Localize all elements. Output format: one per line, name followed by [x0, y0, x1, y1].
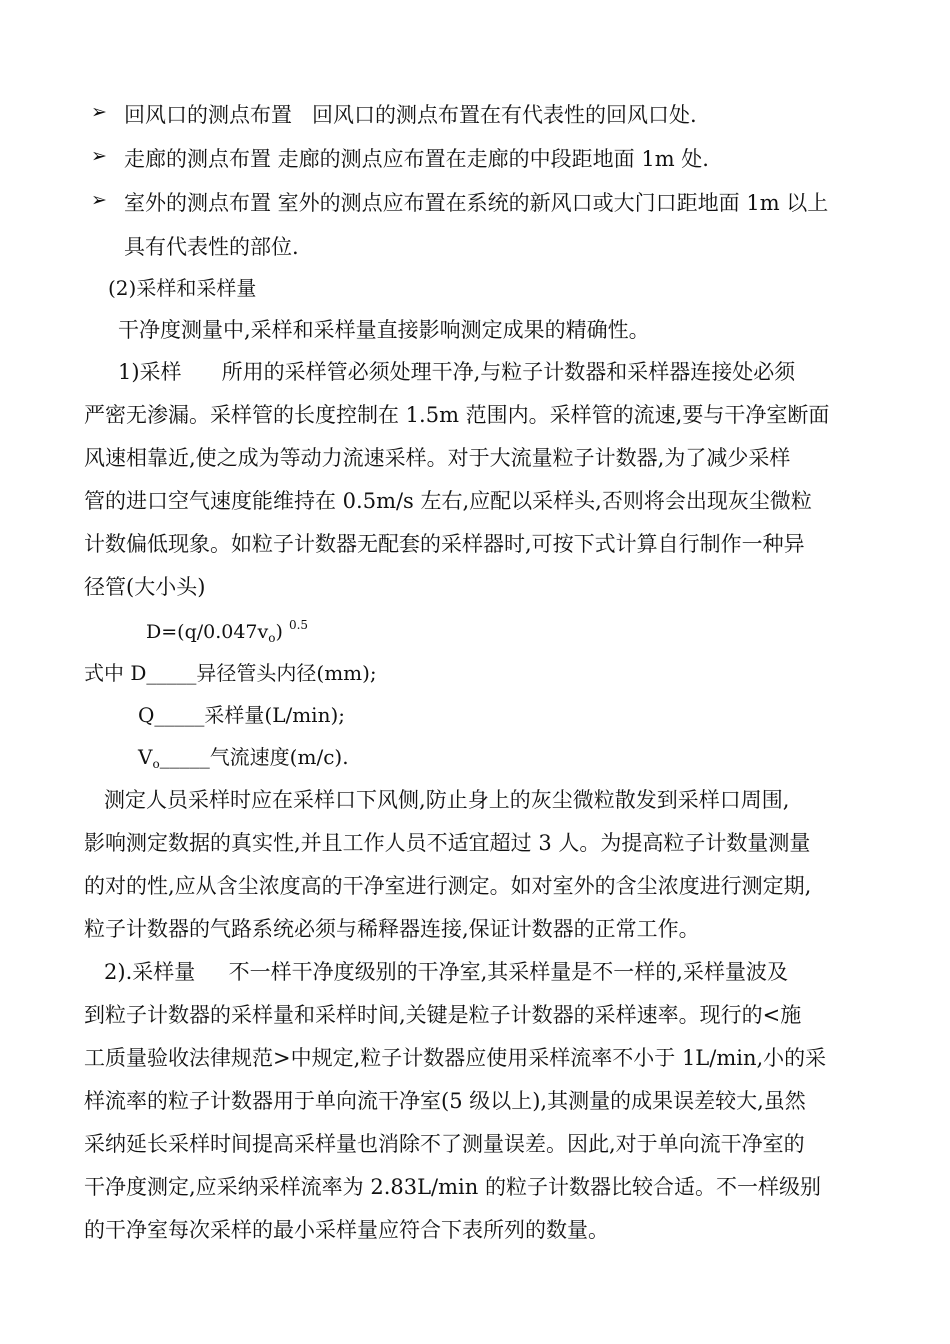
formula-main: D=(q/0.047v [146, 621, 269, 643]
definition-q: Q_____采样量(L/min); [138, 703, 346, 727]
paragraph-line: 风速相靠近,使之成为等动力流速采样。对于大流量粒子计数器,为了减少采样 [84, 446, 791, 470]
bullet-text: 室外的测点布置 室外的测点应布置在系统的新风口或大门口距地面 1m 以上 [124, 191, 829, 215]
paragraph-line: 计数偏低现象。如粒子计数器无配套的采样器时,可按下式计算自行制作一种异 [84, 532, 805, 556]
paragraph-line: 干净度测定,应采纳采样流率为 2.83L/min 的粒子计数器比较合适。不一样级别 [84, 1175, 821, 1199]
paragraph-line: 样流率的粒子计数器用于单向流干净室(5 级以上),其测量的成果误差较大,虽然 [84, 1089, 806, 1113]
paragraph-line: 工质量验收法律规范>中规定,粒子计数器应使用采样流率不小于 1L/min,小的采 [84, 1046, 827, 1070]
definition-v-symbol: V [138, 745, 153, 769]
formula [146, 618, 308, 648]
bullet-text: 回风口的测点布置 回风口的测点布置在有代表性的回风口处. [124, 103, 697, 127]
paragraph-line: 2).采样量 不一样干净度级别的干净室,其采样量是不一样的,采样量波及 [84, 960, 788, 984]
formula-subscript: o [268, 631, 276, 645]
paragraph-line: 的干净室每次采样的最小采样量应符合下表所列的数量。 [84, 1218, 609, 1242]
arrow-bullet-icon: ➢ [91, 189, 107, 211]
paragraph-line: 的对的性,应从含尘浓度高的干净室进行测定。如对室外的含尘浓度进行测定期, [84, 874, 812, 898]
paragraph-line: 径管(大小头) [84, 575, 206, 599]
bullet-text: 走廊的测点布置 走廊的测点应布置在走廊的中段距地面 1m 处. [124, 147, 709, 171]
bullet-continuation: 具有代表性的部位. [124, 235, 299, 259]
definition-d: 式中 D_____异径管头内径(mm); [84, 661, 377, 685]
definition-v-text: _____气流速度(m/c). [159, 745, 349, 769]
definition-v-subscript: o [152, 757, 160, 771]
section-heading: (2)采样和采样量 [108, 276, 257, 300]
paragraph-line: 1)采样 所用的采样管必须处理干净,与粒子计数器和采样器连接处必须 [118, 360, 796, 384]
paragraph-line: 管的进口空气速度能维持在 0.5m/s 左右,应配以采样头,否则将会出现灰尘微粒 [84, 489, 812, 513]
arrow-bullet-icon: ➢ [91, 101, 107, 123]
definition-v [138, 743, 349, 774]
paragraph-line: 测定人员采样时应在采样口下风侧,防止身上的灰尘微粒散发到采样口周围, [84, 788, 790, 812]
paragraph-line: 到粒子计数器的采样量和采样时间,关键是粒子计数器的采样速率。现行的<施 [84, 1003, 802, 1027]
paragraph-line: 严密无渗漏。采样管的长度控制在 1.5m 范围内。采样管的流速,要与干净室断面 [84, 403, 830, 427]
intro-paragraph: 干净度测量中,采样和采样量直接影响测定成果的精确性。 [118, 318, 650, 342]
arrow-bullet-icon: ➢ [91, 145, 107, 167]
formula-close: ) [275, 621, 283, 643]
paragraph-line: 采纳延长采样时间提高采样量也消除不了测量误差。因此,对于单向流干净室的 [84, 1132, 805, 1156]
formula-exponent: 0.5 [288, 618, 309, 632]
paragraph-line: 影响测定数据的真实性,并且工作人员不适宜超过 3 人。为提高粒子计数量测量 [84, 831, 811, 855]
paragraph-line: 粒子计数器的气路系统必须与稀释器连接,保证计数器的正常工作。 [84, 917, 700, 941]
